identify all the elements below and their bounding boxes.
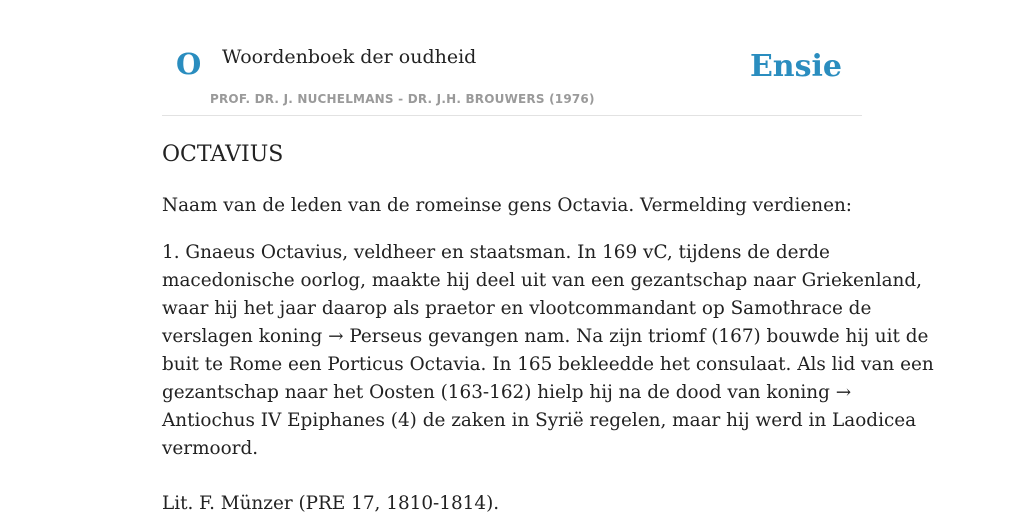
entry-body-line: waar hij het jaar daarop als praetor en vlootcommandant op Samothrace de: [162, 298, 872, 319]
entry-body-line: buit te Rome een Porticus Octavia. In 165 bekleedde het consulaat. Als lid van een: [162, 354, 934, 375]
book-authors: PROF. DR. J. NUCHELMANS - DR. J.H. BROUWERS (1976): [210, 92, 595, 106]
book-title[interactable]: Woordenboek der oudheid: [222, 46, 477, 68]
entry-title: OCTAVIUS: [162, 142, 284, 167]
entry-body-line: gezantschap naar het Oosten (163-162) hielp hij na de dood van koning →: [162, 382, 852, 403]
entry-body-line: 1. Gnaeus Octavius, veldheer en staatsman. In 169 vC, tijdens de derde: [162, 242, 830, 263]
entry-body-line: verslagen koning → Perseus gevangen nam. Na zijn triomf (167) bouwde hij uit de: [162, 326, 929, 347]
literature-reference: Lit. F. Münzer (PRE 17, 1810-1814).: [162, 493, 500, 512]
entry-body-line: vermoord.: [162, 438, 259, 459]
entry-content: [162, 140, 934, 512]
entry-body-line: Antiochus IV Epiphanes (4) de zaken in Syrië regelen, maar hij werd in Laodicea: [162, 410, 917, 431]
entry-intro: Naam van de leden van de romeinse gens Octavia. Vermelding verdienen:: [162, 195, 852, 216]
ensie-logo[interactable]: Ensie: [749, 49, 842, 84]
entry-body-line: macedonische oorlog, maakte hij deel uit van een gezantschap naar Griekenland,: [162, 270, 923, 291]
entry-body: [162, 239, 934, 463]
index-letter[interactable]: O: [176, 47, 202, 81]
dictionary-header: [162, 28, 862, 116]
